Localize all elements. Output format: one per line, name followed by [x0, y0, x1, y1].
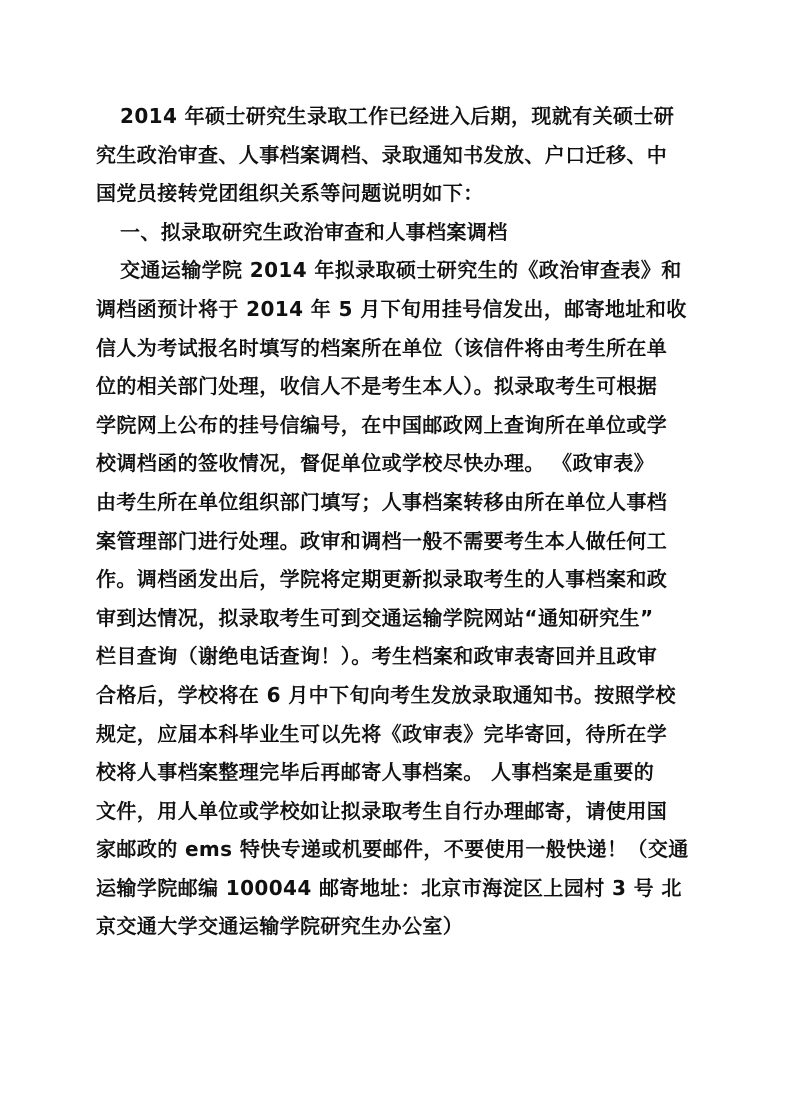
paragraph-body-line-7: 由考生所在单位组织部门填写；人事档案转移由所在单位人事档: [96, 489, 668, 514]
paragraph-intro-line-1: 2014 年硕士研究生录取工作已经进入后期，现就有关硕士研: [120, 104, 675, 128]
paragraph-body-line-17: 运输学院邮编 100044 邮寄地址：北京市海淀区上园村 3 号 北: [96, 875, 682, 900]
paragraph-intro-line-3: 国党员接转党团组织关系等问题说明如下：: [96, 181, 484, 206]
paragraph-body-line-16: 家邮政的 ems 特快专递或机要邮件，不要使用一般快递！（交通: [96, 837, 689, 862]
paragraph-body-line-9: 作。调档函发出后，学院将定期更新拟录取考生的人事档案和政: [96, 567, 668, 592]
paragraph-body-line-3: 信人为考试报名时填写的档案所在单位（该信件将由考生所在单: [96, 335, 668, 360]
paragraph-body-line-15: 文件，用人单位或学校如让拟录取考生自行办理邮寄，请使用国: [96, 798, 668, 823]
paragraph-body-line-8: 案管理部门进行处理。政审和调档一般不需要考生本人做任何工: [96, 528, 668, 553]
paragraph-body-line-5: 学院网上公布的挂号信编号，在中国邮政网上查询所在单位或学: [96, 412, 668, 437]
paragraph-body-line-6: 校调档函的签收情况，督促单位或学校尽快办理。 《政审表》: [96, 451, 655, 476]
paragraph-body-line-11: 栏目查询（谢绝电话查询！）。考生档案和政审表寄回并且政审: [96, 644, 658, 669]
paragraph-body-line-14: 校将人事档案整理完毕后再邮寄人事档案。 人事档案是重要的: [96, 760, 655, 785]
paragraph-body-line-13: 规定，应届本科毕业生可以先将《政审表》完毕寄回，待所在学: [96, 721, 668, 746]
paragraph-body-line-4: 位的相关部门处理，收信人不是考生本人）。拟录取考生可根据: [96, 374, 658, 399]
paragraph-body-line-2: 调档函预计将于 2014 年 5 月下旬用挂号信发出，邮寄地址和收: [96, 296, 687, 321]
document-body: [96, 97, 706, 946]
section-heading-1: 一、拟录取研究生政治审查和人事档案调档: [120, 219, 508, 244]
paragraph-body-line-12: 合格后，学校将在 6 月中下旬向考生发放录取通知书。按照学校: [96, 682, 676, 707]
paragraph-body-line-18: 京交通大学交通运输学院研究生办公室）: [96, 914, 464, 939]
paragraph-body-line-1: 交通运输学院 2014 年拟录取硕士研究生的《政治审查表》和: [120, 258, 682, 283]
paragraph-body-line-10: 审到达情况，拟录取考生可到交通运输学院网站“通知研究生”: [96, 605, 654, 630]
paragraph-intro-line-2: 究生政治审查、人事档案调档、录取通知书发放、户口迁移、中: [96, 142, 668, 167]
